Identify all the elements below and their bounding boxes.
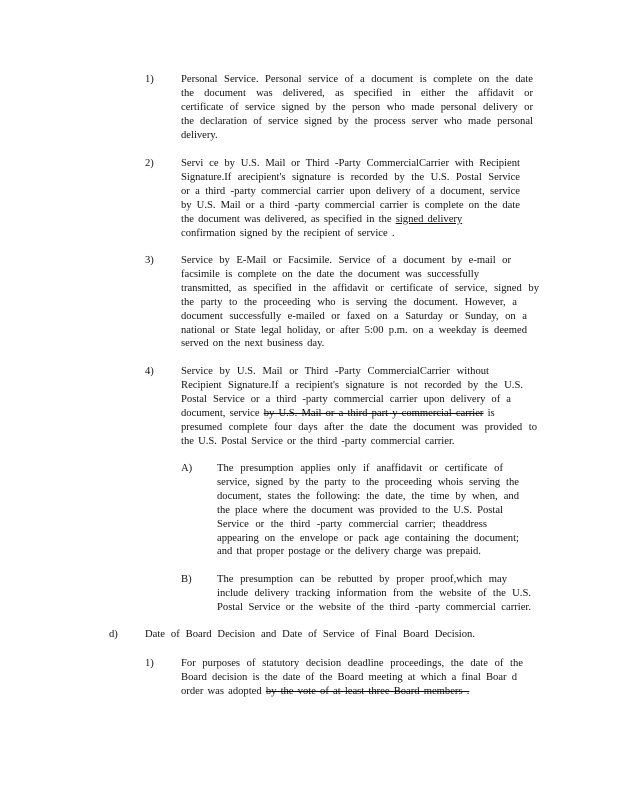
struck-text: by U.S. Mail or a third part y commercial carrier [263,407,484,419]
text-line: The presumption applies only if anaffidavit or certificate of [217,463,503,474]
underlined-text: signed delivery [395,213,463,225]
text-line [181,213,477,227]
text-line: presumed complete four days after the date the document was provided to [181,421,537,433]
text-line: the place where the document was provided to the U.S. Postal [217,504,503,516]
text-line: delivery. [181,129,218,141]
text-line: served on the next business day. [181,338,325,350]
text-line: document, states the following: the date, the time by when, and [217,490,519,502]
item-number: 4) [145,366,154,377]
text-line: Date of Board Decision and Date of Service of Final Board Decision. [145,629,475,640]
text-line: document successfully e-mailed or faxed on a Saturday or Sunday, on a [181,310,527,322]
text-line: transmitted, as specified in the affidavit or certificate of service, signed by [181,282,539,294]
text-line: national or State legal holiday, or after 5:00 p.m. on a weekday is deemed [181,324,527,336]
text-line: by U.S. Mail or a third -party commercial carrier is complete on the date [181,199,520,211]
item-text [181,157,520,240]
text-segment: is [487,407,495,419]
text-line: Board decision is the date of the Board meeting at which a final Boar d [181,671,517,683]
item-number: 2) [145,158,154,169]
text-line: and that proper postage or the delivery charge was prepaid. [217,546,481,558]
item-number: B) [181,574,192,585]
text-line: appearing on the envelope or pack age containing the document; [217,532,519,544]
text-line [181,685,523,699]
text-line: Postal Service or the website of the third -party commercial carrier. [217,601,531,613]
text-line: the declaration of service signed by the process server who made personal [181,115,533,127]
text-line: service, signed by the party to the proceeding whois serving the [217,476,519,488]
text-segment: the document was delivered, as specified in the [181,213,392,225]
text-line: Recipient Signature.If a recipient's signature is not recorded by the U.S. [181,379,523,391]
item-text [181,73,533,143]
item-text [217,462,519,559]
text-segment: document, service [181,407,260,419]
text-line [181,407,517,421]
text-line: or a third -party commercial carrier upon delivery of a document, service [181,185,520,197]
item-number: A) [181,463,193,474]
text-line: confirmation signed by the recipient of service . [181,227,395,239]
text-line: the document was delivered, as specified in either the affidavit or [181,87,533,99]
text-line: the U.S. Postal Service or the third -party commercial carrier. [181,435,455,447]
text-line: Signature.If arecipient's signature is recorded by the U.S. Postal Service [181,171,520,183]
text-line: the party to the proceeding who is serving the document. However, a [181,296,517,308]
item-text [181,657,523,699]
item-number: 1) [145,74,154,85]
item-number: d) [109,629,118,640]
item-text [145,628,475,642]
text-segment: order was adopted [181,685,262,697]
text-line: Service by E-Mail or Facsimile. Service of a document by e-mail or [181,255,511,266]
text-line: The presumption can be rebutted by proper proof,which may [217,574,507,585]
text-line: certificate of service signed by the person who made personal delivery or [181,101,533,113]
text-line: Servi ce by U.S. Mail or Third -Party CommercialCarrier with Recipient [181,158,520,169]
text-line: For purposes of statutory decision deadline proceedings, the date of the [181,658,523,669]
text-line: include delivery tracking information from the website of the U.S. [217,587,531,599]
text-line: Service or the third -party commercial carrier; theaddress [217,518,487,530]
text-line: Postal Service or a third -party commercial carrier upon delivery of a [181,393,511,405]
text-line: Service by U.S. Mail or Third -Party CommercialCarrier without [181,366,489,377]
struck-text: by the vote of at least three Board members . [265,685,470,697]
item-number: 3) [145,255,154,266]
item-text [181,254,539,351]
item-number: 1) [145,658,154,669]
text-line: facsimile is complete on the date the document was successfully [181,268,479,280]
item-text [181,365,537,448]
item-text [217,573,531,615]
text-line: Personal Service. Personal service of a document is complete on the date [181,74,533,85]
